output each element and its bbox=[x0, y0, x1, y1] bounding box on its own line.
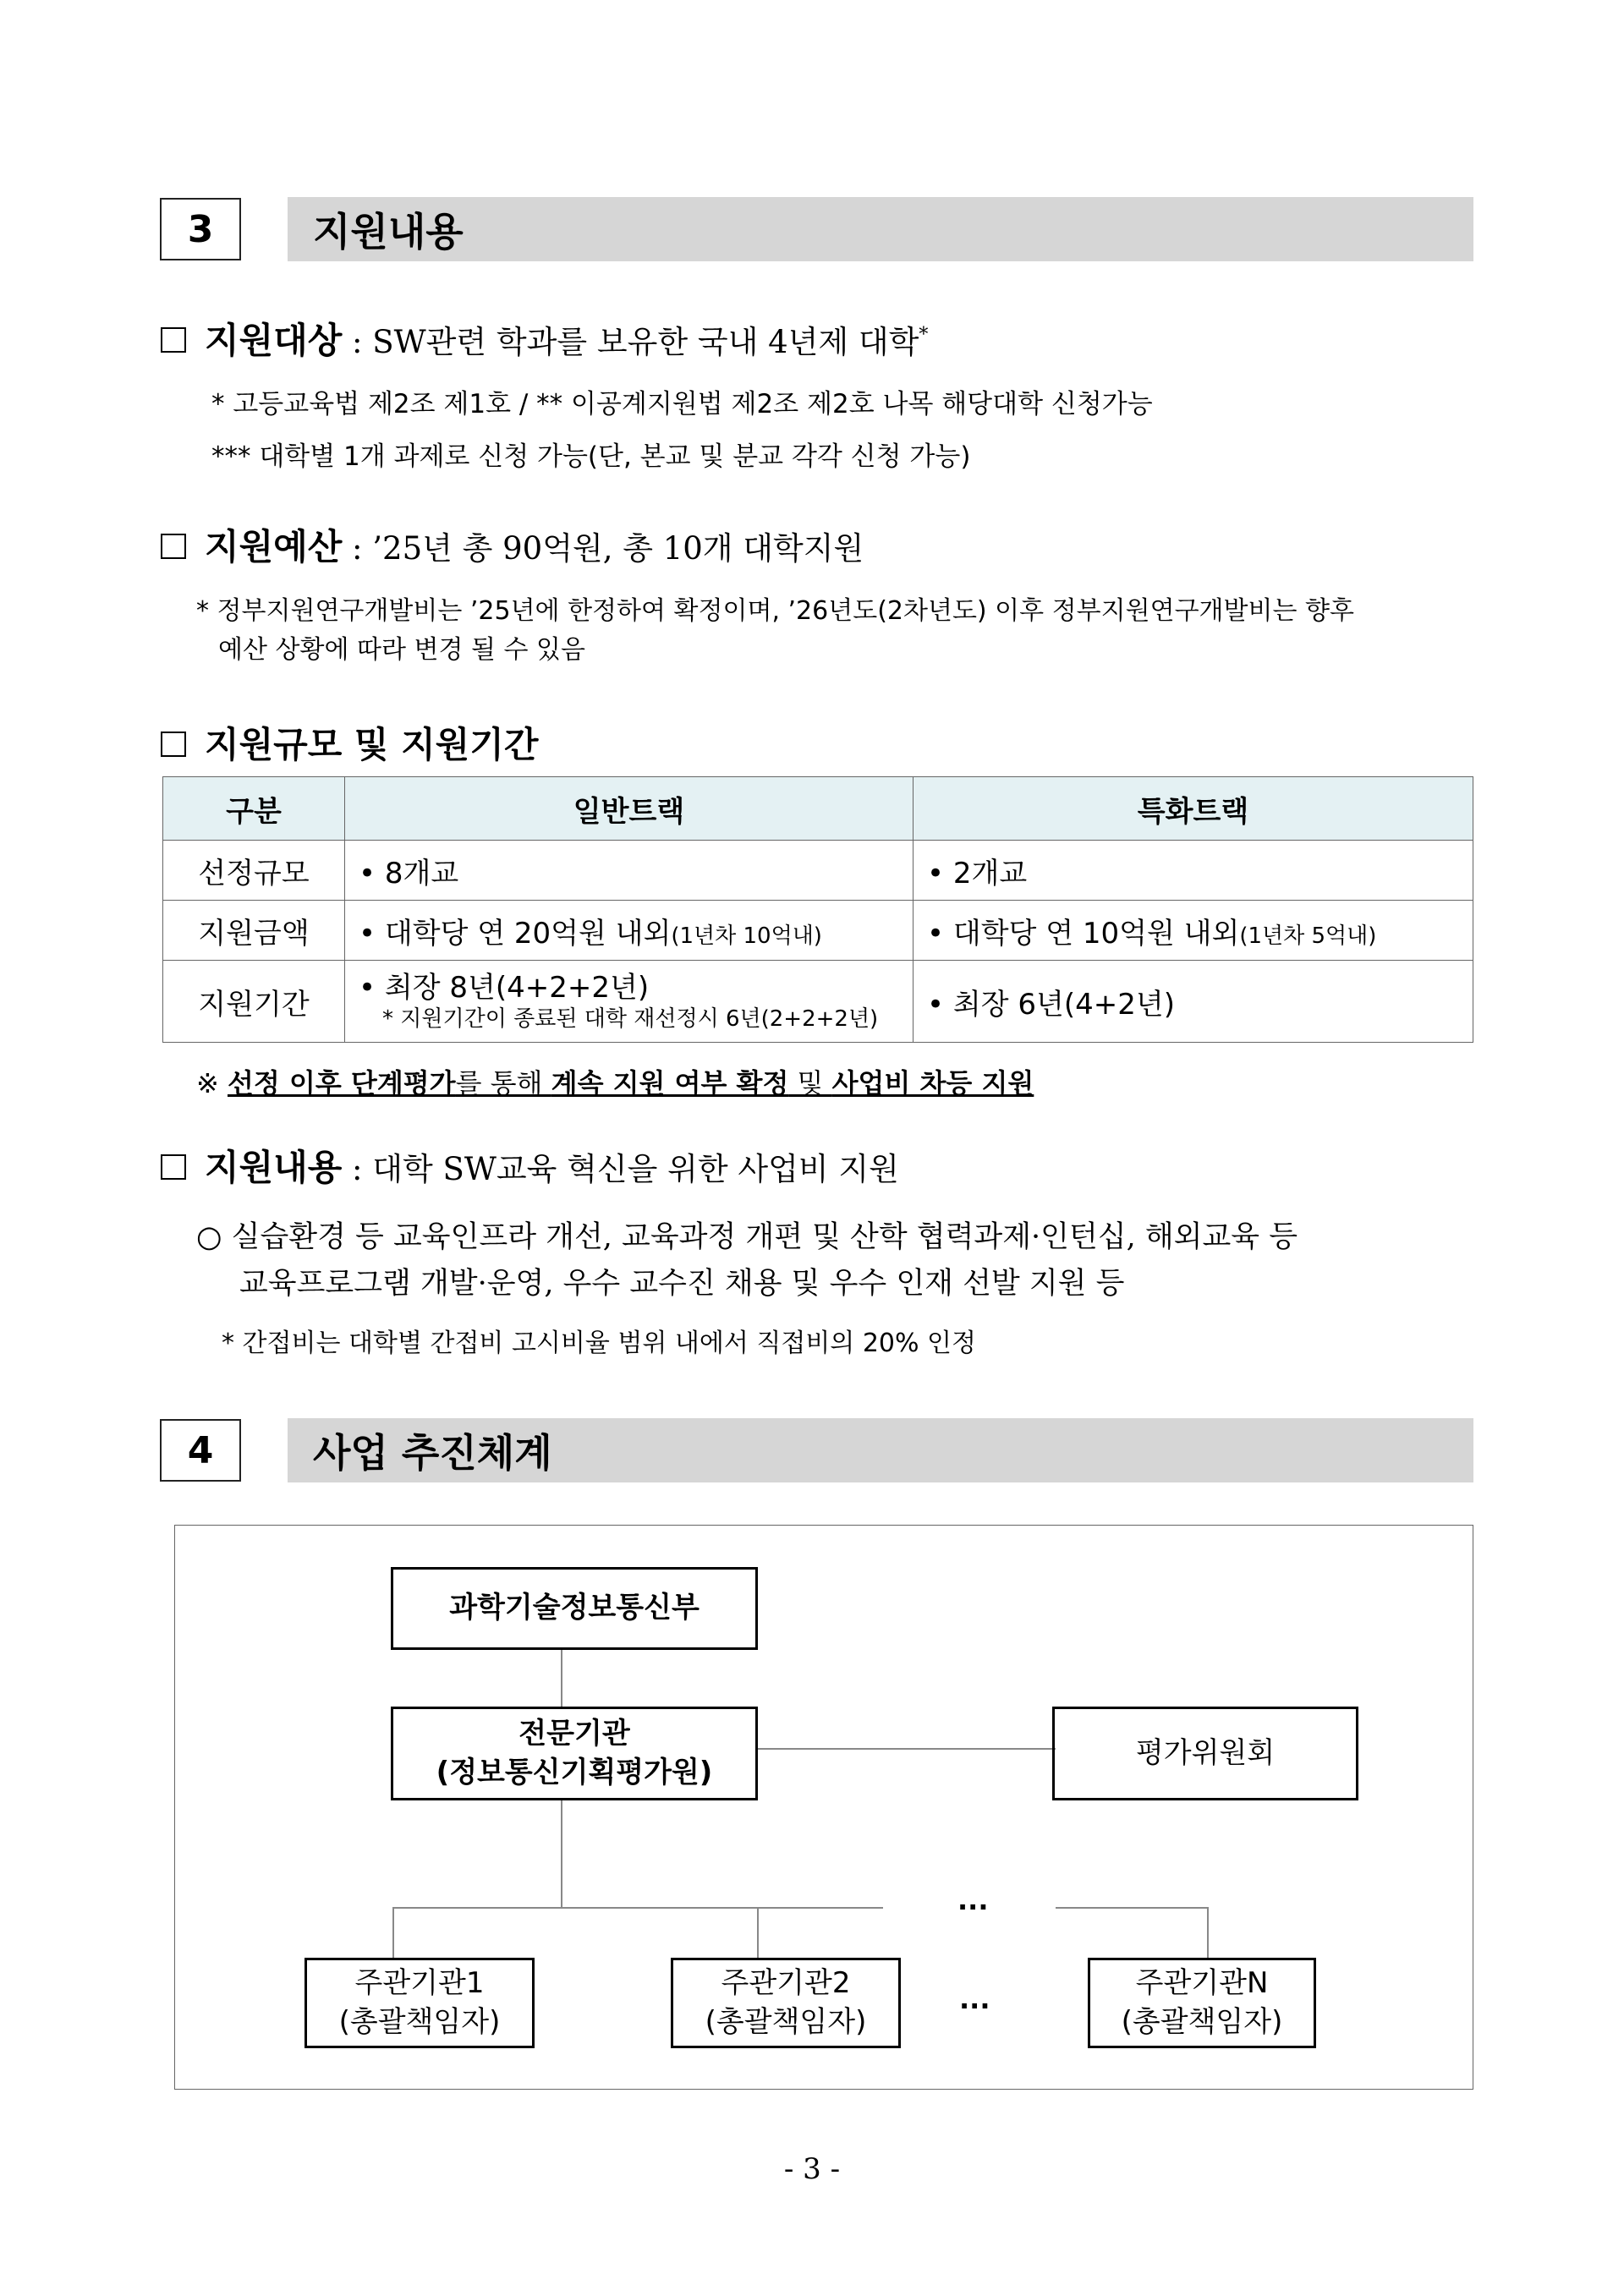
org-hostN-line-1: 주관기관N bbox=[1135, 1965, 1269, 2000]
cell-special-period: • 최장 6년(4+2년) bbox=[914, 961, 1473, 1043]
row-label-period: 지원기간 bbox=[163, 961, 345, 1043]
table-row bbox=[163, 961, 1473, 1043]
support-target-note-2: *** 대학별 1개 과제로 신청 가능(단, 본교 및 분교 각각 신청 가능) bbox=[211, 441, 971, 472]
row-label-selection: 선정규모 bbox=[163, 841, 345, 901]
cell-special-amount-main: • 대학당 연 10억원 내외 bbox=[927, 916, 1240, 951]
support-content-text: : 대학 SW교육 혁신을 위한 사업비 지원 bbox=[342, 1151, 899, 1187]
support-scale-heading bbox=[161, 717, 538, 768]
cell-general-period-note: * 지원기간이 종료된 대학 재선정시 6년(2+2+2년) bbox=[382, 1006, 879, 1032]
support-target-sup: * bbox=[919, 324, 929, 346]
support-scale-label: 지원규모 및 지원기간 bbox=[205, 724, 539, 765]
support-scale-table bbox=[162, 776, 1473, 1043]
connector-agency-hosts bbox=[561, 1798, 562, 1908]
table-header-general-track: 일반트랙 bbox=[345, 777, 914, 841]
support-content-label: 지원내용 bbox=[205, 1147, 343, 1188]
page-number: - 3 - bbox=[783, 2152, 841, 2186]
org-ellipsis-top: ... bbox=[957, 1884, 989, 1916]
support-budget-note-line-1: * 정부지원연구개발비는 ’25년에 한정하여 확정이며, ’26년도(2차년도) 이후 정부지원연구개발비는 향후 bbox=[196, 596, 1354, 626]
support-target-note-1: * 고등교육법 제2조 제1호 / ** 이공계지원법 제2조 제2호 나목 해당대학 신청가능 bbox=[211, 389, 1153, 419]
remark-part-e: 사업비 차등 지원 bbox=[831, 1067, 1034, 1099]
table-row bbox=[163, 841, 1473, 901]
org-hostN-line-2: (총괄책임자) bbox=[1121, 2004, 1283, 2039]
support-content-line-2: 교육프로그램 개발·운영, 우수 교수진 채용 및 우수 인재 선발 지원 등 bbox=[239, 1267, 1125, 1301]
remark-part-a: 선정 이후 단계평가 bbox=[227, 1067, 456, 1099]
remark-part-d: 및 bbox=[788, 1067, 832, 1099]
org-host2-line-2: (총괄책임자) bbox=[705, 2004, 867, 2039]
connector-horizontal-left bbox=[392, 1907, 883, 1909]
org-host2-line-1: 주관기관2 bbox=[721, 1965, 851, 2000]
support-content-line-1: ○ 실습환경 등 교육인프라 개선, 교육과정 개편 및 산학 협력과제·인턴십, 해외교육 등 bbox=[196, 1220, 1298, 1254]
cell-special-amount bbox=[914, 901, 1473, 961]
org-ellipsis-hosts: ... bbox=[959, 1983, 990, 2015]
cell-general-selection: • 8개교 bbox=[345, 841, 914, 901]
support-budget-note-line-2: 예산 상황에 따라 변경 될 수 있음 bbox=[218, 635, 585, 665]
org-ministry-box bbox=[391, 1567, 758, 1650]
cell-general-amount-small: (1년차 10억내) bbox=[671, 923, 822, 949]
support-content-note: * 간접비는 대학별 간접비 고시비율 범위 내에서 직접비의 20% 인정 bbox=[222, 1329, 977, 1358]
support-target-label: 지원대상 bbox=[205, 320, 343, 361]
org-agency-line-2: (정보통신기획평가원) bbox=[436, 1755, 713, 1789]
connector-ministry-agency bbox=[561, 1647, 562, 1708]
cell-general-period bbox=[345, 961, 914, 1043]
checkbox-square-icon bbox=[161, 327, 186, 353]
support-budget-text: : ’25년 총 90억원, 총 10개 대학지원 bbox=[342, 530, 864, 567]
section-4-title: 사업 추진체계 bbox=[288, 1418, 1473, 1482]
remark-part-b: 를 통해 bbox=[455, 1067, 551, 1099]
org-agency-line-1: 전문기관 bbox=[518, 1716, 630, 1751]
support-budget-label: 지원예산 bbox=[205, 526, 343, 567]
org-host1-box bbox=[304, 1958, 535, 2048]
checkbox-square-icon bbox=[161, 1154, 186, 1180]
org-committee-label: 평가위원회 bbox=[1135, 1735, 1276, 1770]
checkbox-square-icon bbox=[161, 534, 186, 559]
cell-special-selection: • 2개교 bbox=[914, 841, 1473, 901]
section-3-title: 지원내용 bbox=[288, 197, 1473, 261]
org-host2-box bbox=[671, 1958, 901, 2048]
row-label-amount: 지원금액 bbox=[163, 901, 345, 961]
org-host1-line-1: 주관기관1 bbox=[354, 1965, 485, 2000]
cell-general-amount-main: • 대학당 연 20억원 내외 bbox=[359, 916, 672, 951]
support-target bbox=[161, 313, 928, 364]
cell-general-amount bbox=[345, 901, 914, 961]
table-row bbox=[163, 901, 1473, 961]
section-4-number: 4 bbox=[160, 1419, 241, 1482]
org-agency-box bbox=[391, 1707, 758, 1800]
support-target-text: : SW관련 학과를 보유한 국내 4년제 대학 bbox=[342, 324, 919, 360]
connector-agency-committee bbox=[756, 1748, 1056, 1750]
support-content bbox=[161, 1140, 899, 1191]
section-3-number: 3 bbox=[160, 198, 241, 260]
org-ministry-label: 과학기술정보통신부 bbox=[449, 1591, 700, 1625]
remark-prefix: ※ bbox=[196, 1067, 228, 1099]
connector-horizontal-right bbox=[1056, 1907, 1208, 1909]
connector-hostN bbox=[1207, 1907, 1209, 1959]
org-committee-box bbox=[1052, 1707, 1358, 1800]
table-header-special-track: 특화트랙 bbox=[914, 777, 1473, 841]
connector-host1 bbox=[392, 1907, 394, 1959]
checkbox-square-icon bbox=[161, 732, 186, 757]
support-budget bbox=[161, 519, 864, 570]
remark-part-c: 계속 지원 여부 확정 bbox=[551, 1067, 789, 1099]
table-header-category: 구분 bbox=[163, 777, 345, 841]
org-host1-line-2: (총괄책임자) bbox=[338, 2004, 501, 2039]
connector-host2 bbox=[757, 1907, 759, 1959]
org-hostN-box bbox=[1088, 1958, 1316, 2048]
cell-general-period-main: • 최장 8년(4+2+2년) bbox=[359, 970, 650, 1005]
cell-special-amount-small: (1년차 5억내) bbox=[1239, 923, 1377, 949]
support-scale-remark bbox=[196, 1062, 1034, 1101]
